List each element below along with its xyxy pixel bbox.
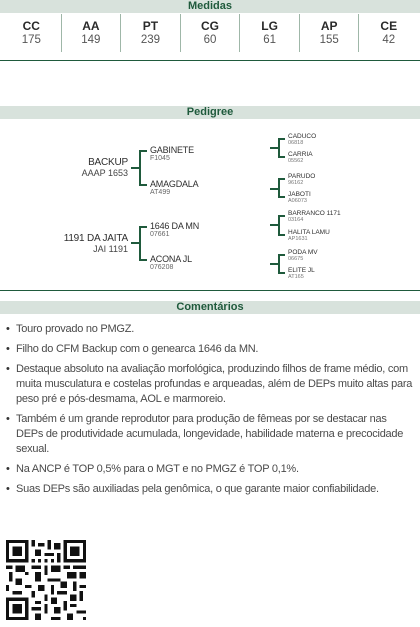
- measurement-cell: [120, 14, 180, 52]
- measurement-cell: [61, 14, 121, 52]
- parent-name: 1646 DA MN: [150, 221, 200, 231]
- pedigree-grandparent: [288, 210, 341, 223]
- measurement-value: 42: [382, 34, 396, 46]
- pedigree-connector: [278, 234, 285, 236]
- comment-text: Filho do CFM Backup com o genearca 1646 da MN.: [16, 343, 259, 355]
- parent-reg: AT499: [150, 189, 171, 196]
- bullet-icon: •: [6, 413, 10, 425]
- dam-reg: JAI 1191: [93, 244, 128, 254]
- grandparent-reg: AP1631: [288, 236, 308, 242]
- bullet-icon: •: [6, 343, 10, 355]
- bullet-icon: •: [6, 363, 10, 375]
- measurement-cell: [358, 14, 418, 52]
- grandparent-name: ELITE JL: [288, 267, 315, 274]
- grandparent-name: PARUDO: [288, 173, 316, 180]
- pedigree-sire: [60, 157, 128, 178]
- parent-reg: 076208: [150, 264, 174, 271]
- pedigree-grandparent: [288, 133, 316, 146]
- parent-reg: F1045: [150, 155, 170, 162]
- pedigree-grandparent: [288, 191, 311, 204]
- pedigree-dam: [40, 233, 128, 254]
- pedigree-connector: [278, 178, 280, 198]
- measurement-cell: [2, 14, 61, 52]
- list-item: [6, 342, 414, 357]
- grandparent-name: JABOTI: [288, 191, 311, 198]
- grandparent-name: HALITA LAMU: [288, 229, 330, 236]
- measurements-table: [2, 14, 418, 52]
- measurement-value: 149: [81, 34, 101, 46]
- grandparent-reg: 03164: [288, 217, 304, 223]
- list-item: [6, 412, 414, 457]
- measurement-value: 155: [319, 34, 339, 46]
- comments-list: [6, 322, 414, 502]
- measurement-label: LG: [261, 19, 278, 33]
- measurement-cell: [180, 14, 240, 52]
- pedigree-connector: [278, 215, 285, 217]
- pedigree-connector: [278, 138, 280, 158]
- comment-text: Suas DEPs são auxiliadas pela genômica, o que garante maior confiabilidade.: [16, 483, 379, 495]
- pedigree-connector: [139, 184, 147, 186]
- comment-text: Também é um grande reprodutor para produção de fêmeas por se destacar nas DEPs de produtividade acumulada, longevidade, habilidade materna e precocidade sexual.: [16, 413, 404, 455]
- comment-text: Touro provado no PMGZ.: [16, 323, 135, 335]
- measurement-value: 175: [21, 34, 41, 46]
- pedigree-connector: [139, 150, 147, 152]
- pedigree-connector: [278, 178, 285, 180]
- pedigree-connector: [278, 272, 285, 274]
- grandparent-name: PODA MV: [288, 249, 318, 256]
- parent-reg: 07661: [150, 231, 170, 238]
- section-title-pedigree: Pedigree: [0, 106, 420, 119]
- bullet-icon: •: [6, 483, 10, 495]
- grandparent-reg: 06675: [288, 256, 304, 262]
- pedigree-connector: [278, 254, 280, 274]
- measurement-cell: [299, 14, 359, 52]
- parent-name: AMAGDALA: [150, 179, 199, 189]
- measurement-label: CE: [380, 19, 398, 33]
- pedigree-grandparent: [288, 173, 315, 186]
- measurement-value: 60: [203, 34, 217, 46]
- list-item: [6, 482, 414, 497]
- pedigree-grandparent: [288, 229, 330, 242]
- parent-name: ACONA JL: [150, 254, 192, 264]
- pedigree-connector: [278, 254, 285, 256]
- dam-name: 1191 DA JAITA: [63, 233, 128, 244]
- list-item: [6, 362, 414, 407]
- grandparent-name: BARRANCO 1171: [288, 210, 341, 217]
- list-item: [6, 322, 414, 337]
- comment-text: Destaque absoluto na avaliação morfológica, produzindo filhos de frame médio, com muita musculatura e costelas profundas e arqueadas, além de DEPs muito altas para peso pré e pós-desmama, AOL e marmoreio.: [16, 363, 413, 405]
- measurement-value: 239: [140, 34, 161, 46]
- measurement-label: AP: [320, 19, 338, 33]
- pedigree-connector: [139, 226, 141, 261]
- pedigree-connector: [139, 226, 147, 228]
- divider: [0, 290, 420, 291]
- measurement-label: CC: [22, 19, 40, 33]
- pedigree-parent: [150, 221, 199, 238]
- grandparent-reg: A06073: [288, 198, 307, 204]
- grandparent-name: CADUCO: [288, 133, 317, 140]
- pedigree-parent: [150, 254, 192, 271]
- parent-name: GABINETE: [150, 145, 194, 155]
- comment-text: Na ANCP é TOP 0,5% para o MGT e no PMGZ é TOP 0,1%.: [16, 463, 299, 475]
- bullet-icon: •: [6, 323, 10, 335]
- pedigree-connector: [139, 150, 141, 186]
- pedigree-grandparent: [288, 249, 318, 262]
- pedigree-connector: [278, 215, 280, 236]
- pedigree-parent: [150, 145, 194, 162]
- grandparent-reg: AT165: [288, 274, 304, 280]
- grandparent-reg: 06818: [288, 140, 304, 146]
- pedigree-connector: [278, 156, 285, 158]
- sire-name: BACKUP: [88, 157, 128, 168]
- bullet-icon: •: [6, 463, 10, 475]
- measurement-label: AA: [82, 19, 100, 33]
- grandparent-name: CARRIA: [288, 151, 313, 158]
- pedigree-connector: [278, 138, 285, 140]
- grandparent-reg: 05562: [288, 158, 304, 164]
- section-title-comentarios: Comentários: [0, 301, 420, 314]
- pedigree-grandparent: [288, 267, 315, 280]
- section-title-medidas: Medidas: [0, 0, 420, 13]
- sire-reg: AAAP 1653: [81, 168, 128, 178]
- pedigree-grandparent: [288, 151, 313, 164]
- divider: [0, 60, 420, 61]
- measurement-label: PT: [142, 19, 159, 33]
- pedigree-connector: [278, 196, 285, 198]
- grandparent-reg: 96162: [288, 180, 304, 186]
- measurement-label: CG: [201, 19, 220, 33]
- measurement-cell: [239, 14, 299, 52]
- qr-code-icon[interactable]: [6, 540, 86, 620]
- pedigree-connector: [139, 259, 147, 261]
- pedigree-parent: [150, 179, 198, 196]
- list-item: [6, 462, 414, 477]
- measurement-value: 61: [263, 34, 276, 46]
